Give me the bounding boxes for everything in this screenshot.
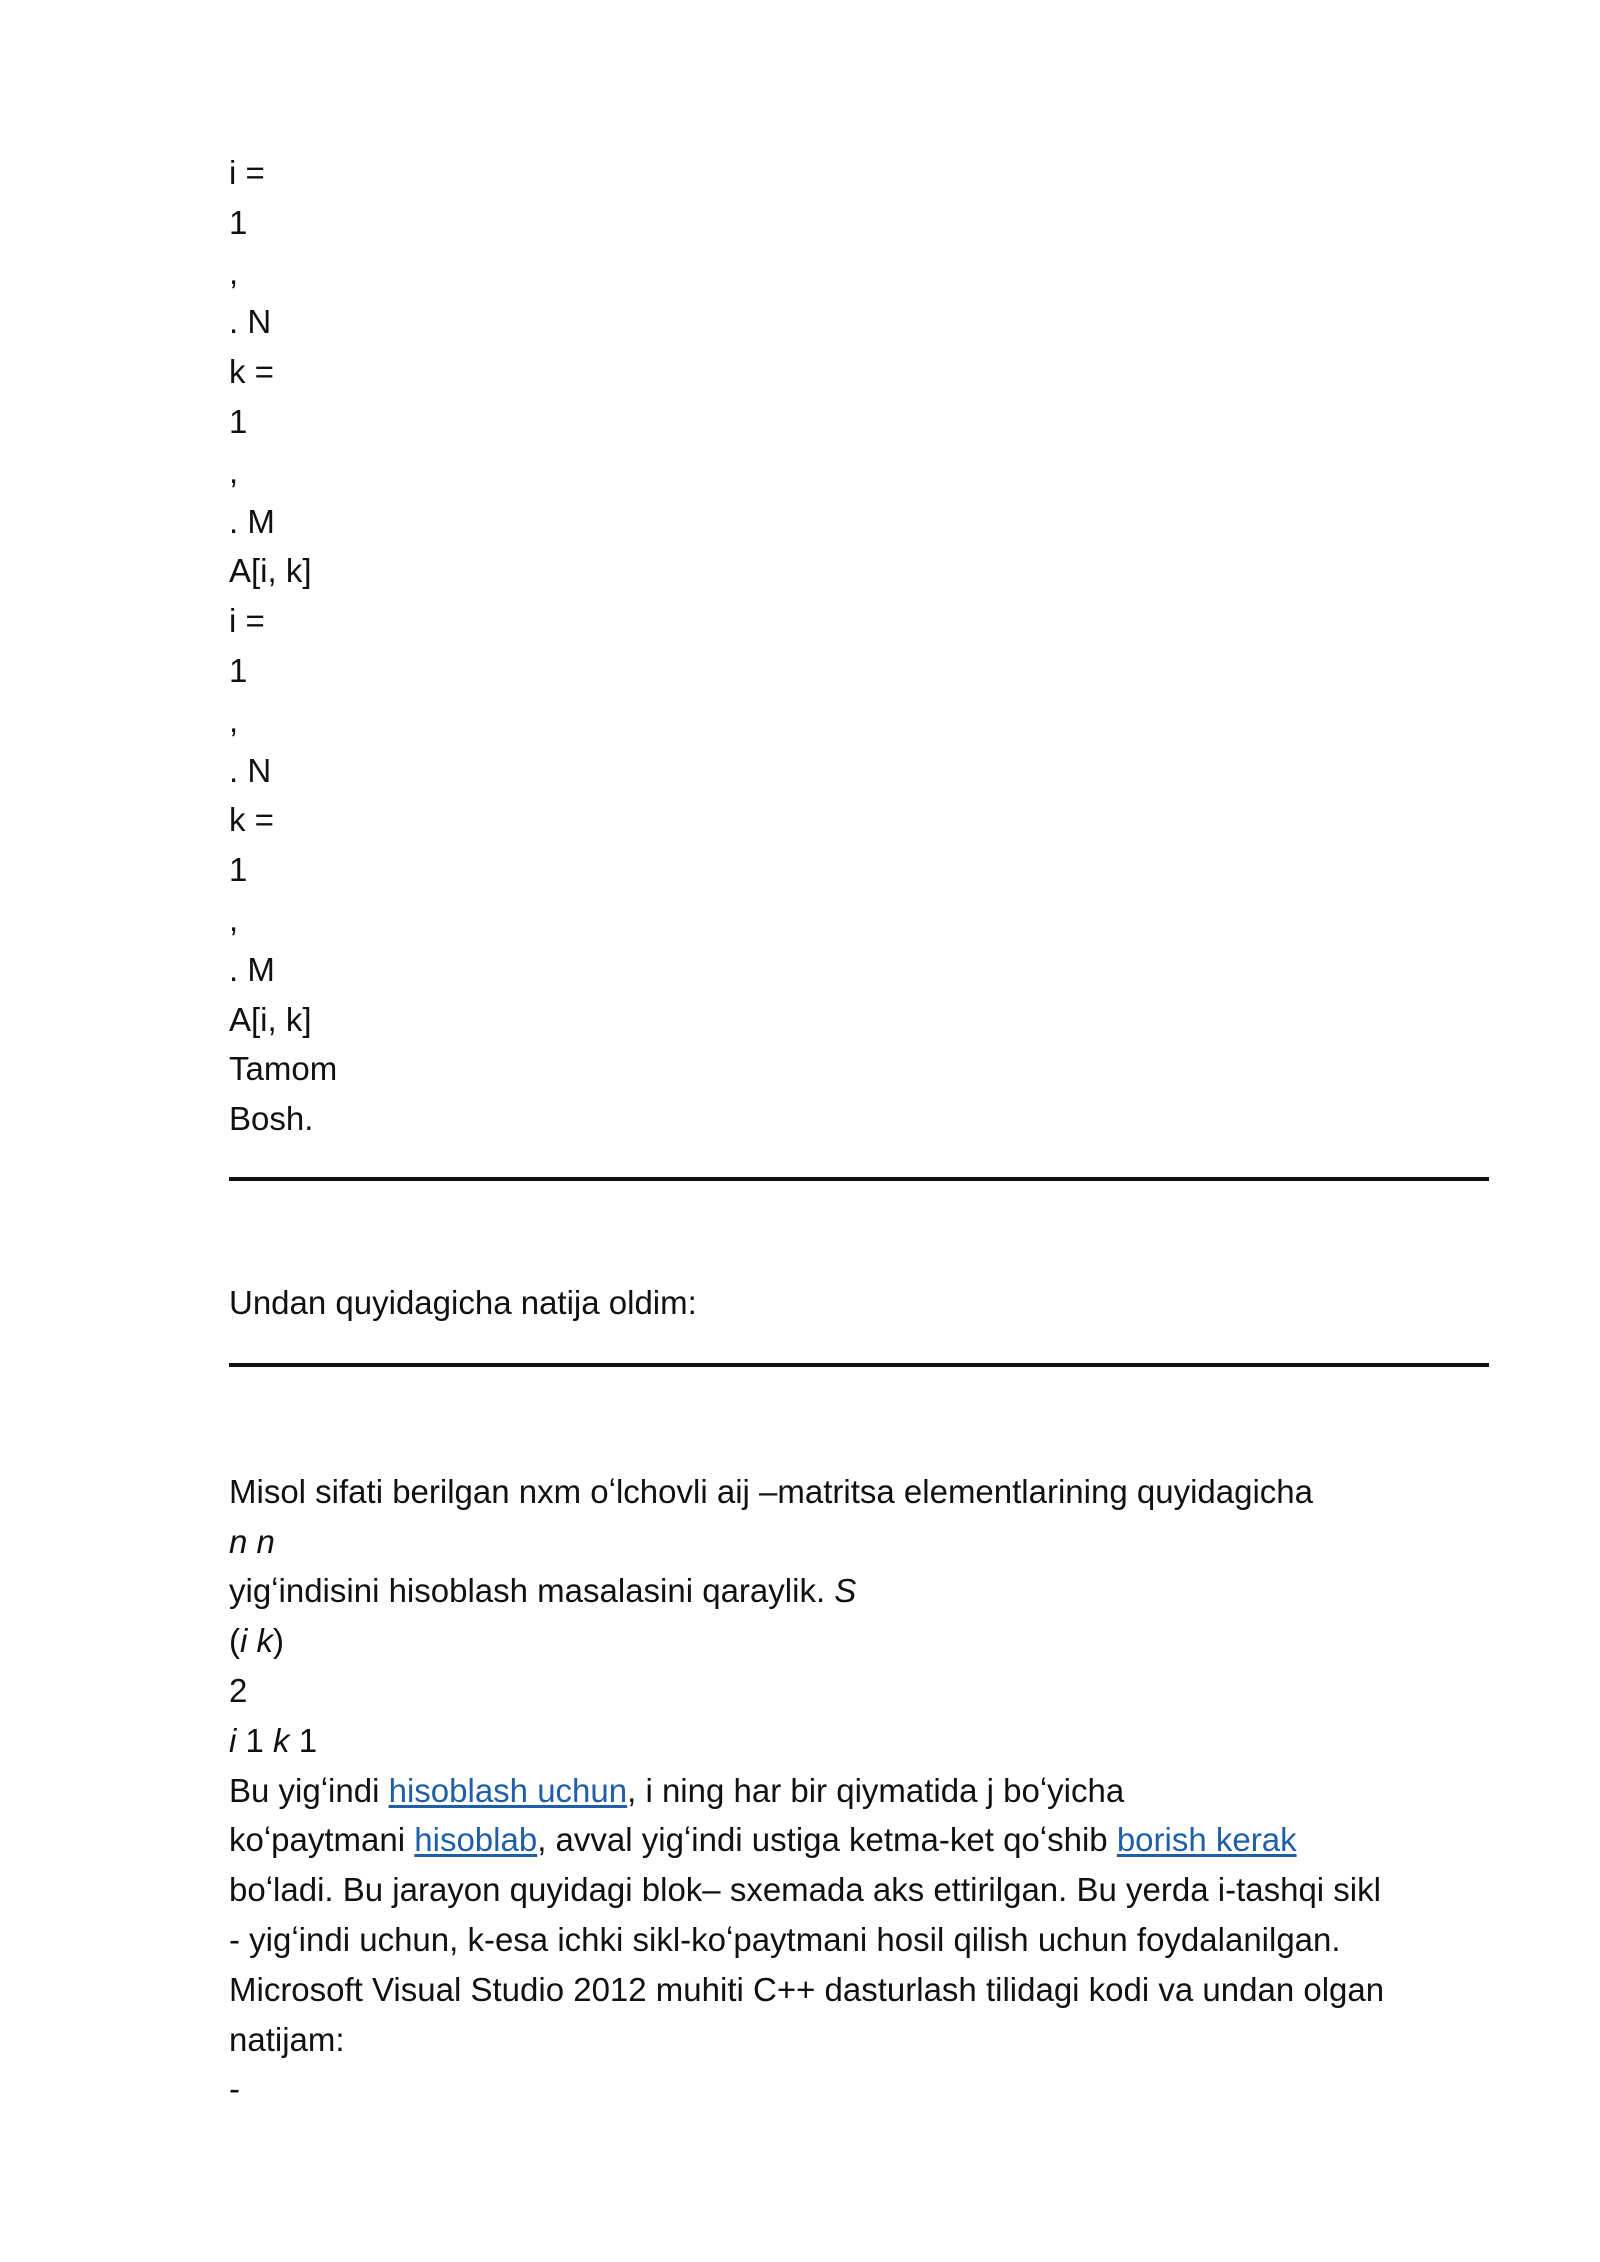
formula-symbol: S <box>834 1572 857 1610</box>
paragraph-line <box>229 1766 1489 1816</box>
pseudocode-line: 1 <box>229 651 248 689</box>
formula-paren: ( <box>229 1622 240 1660</box>
paragraph-text: yigʻindisini hisoblash masalasini qaraylik. <box>229 1572 835 1610</box>
hisoblash-uchun-link[interactable]: hisoblash uchun <box>388 1771 628 1809</box>
pseudocode-block <box>229 148 1489 1144</box>
pseudocode-line: i = <box>229 154 265 191</box>
pseudocode-line: A[i, k] <box>229 552 312 590</box>
pseudocode-line: . N <box>229 303 272 341</box>
formula-symbol: k <box>273 1721 290 1759</box>
pseudocode-line: , <box>229 253 239 291</box>
formula-paren: ) <box>273 1622 285 1660</box>
pseudocode-line: . M <box>229 950 275 988</box>
paragraph-line: Microsoft Visual Studio 2012 muhiti C++ dasturlash tilidagi kodi va undan olgan <box>229 1970 1385 2008</box>
formula-symbol: i <box>240 1622 248 1660</box>
pseudocode-line: 1 <box>229 203 248 241</box>
paragraph-line: boʻladi. Bu jarayon quyidagi blok– sxemada aks ettirilgan. Bu yerda i-tashqi sikl <box>229 1871 1381 1909</box>
paragraph-line: Misol sifati berilgan nxm oʻlchovli aij –matritsa elementlarining quyidagicha <box>229 1472 1314 1510</box>
pseudocode-line: 1 <box>229 402 248 440</box>
borish-kerak-link[interactable]: borish kerak <box>1116 1821 1297 1859</box>
horizontal-rule <box>229 1177 1489 1181</box>
formula-fragment: 2 <box>229 1671 248 1709</box>
pseudocode-line: Bosh. <box>229 1100 314 1138</box>
pseudocode-line: k = <box>229 801 274 839</box>
pseudocode-line: A[i, k] <box>229 1000 312 1038</box>
pseudocode-line: , <box>229 452 239 490</box>
paragraph-line <box>229 1566 1489 1616</box>
pseudocode-line: i = <box>229 602 265 640</box>
result-label: Undan quyidagicha natija oldim: <box>229 1283 697 1321</box>
pseudocode-line: . N <box>229 751 272 789</box>
document-page <box>229 148 1489 2114</box>
formula-number: 1 <box>236 1721 274 1759</box>
paragraph-text: Bu yigʻindi <box>229 1771 389 1809</box>
pseudocode-line: k = <box>229 353 274 391</box>
paragraph-line: - yigʻindi uchun, k-esa ichki sikl-koʻpaytmani hosil qilish uchun foydalanilgan. <box>229 1920 1341 1958</box>
pseudocode-line: , <box>229 900 239 938</box>
problem-paragraph <box>229 1467 1489 2114</box>
pseudocode-line: 1 <box>229 851 248 889</box>
pseudocode-line: Tamom <box>229 1050 338 1088</box>
paragraph-line: - <box>229 2070 240 2108</box>
paragraph-line <box>229 1815 1489 1865</box>
hisoblab-link[interactable]: hisoblab <box>414 1821 538 1859</box>
paragraph-text: , i ning har bir qiymatida j boʻyicha <box>627 1771 1125 1809</box>
formula-fragment <box>229 1716 1489 1766</box>
pseudocode-line: . M <box>229 502 275 540</box>
formula-symbol: k <box>256 1622 274 1660</box>
formula-fragment <box>229 1616 1489 1666</box>
formula-symbol: i <box>229 1721 237 1759</box>
paragraph-text: , avval yigʻindi ustiga ketma-ket qoʻshib <box>537 1821 1117 1859</box>
pseudocode-line: , <box>229 701 239 739</box>
formula-number: 1 <box>289 1721 318 1759</box>
paragraph-line: natijam: <box>229 2020 345 2058</box>
paragraph-text: koʻpaytmani <box>229 1821 415 1859</box>
formula-fragment: n n <box>229 1522 275 1560</box>
horizontal-rule <box>229 1363 1489 1367</box>
